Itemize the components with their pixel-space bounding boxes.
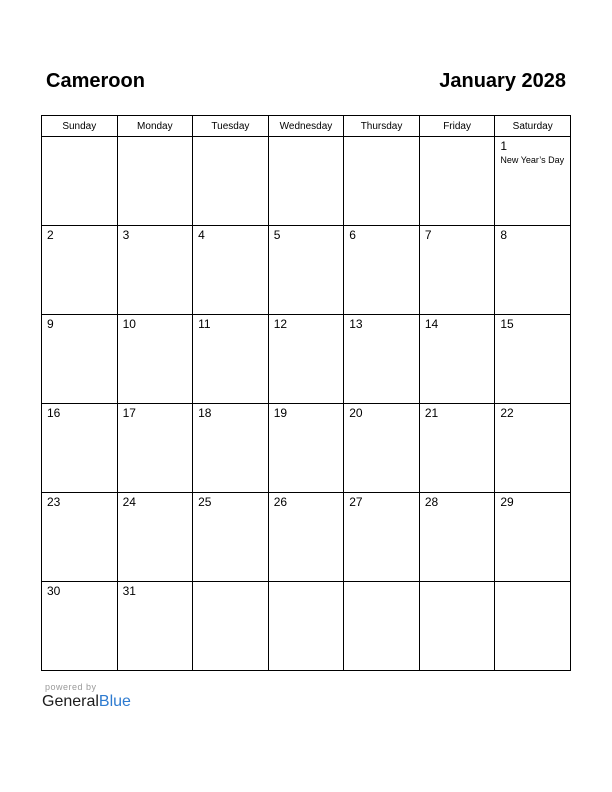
day-number: 10 bbox=[122, 317, 136, 331]
day-number: 1 bbox=[500, 139, 508, 153]
week-row bbox=[42, 582, 571, 671]
day-number: 24 bbox=[122, 495, 136, 509]
day-cell bbox=[344, 493, 420, 582]
day-cell bbox=[42, 404, 118, 493]
day-cell bbox=[344, 137, 420, 226]
day-cell bbox=[42, 582, 118, 671]
day-cell bbox=[117, 315, 193, 404]
day-cell bbox=[117, 137, 193, 226]
day-number: 2 bbox=[47, 228, 54, 242]
day-number bbox=[495, 582, 570, 585]
day-cell bbox=[495, 493, 571, 582]
day-cell bbox=[419, 493, 495, 582]
weekday-friday: Friday bbox=[419, 116, 495, 137]
day-cell bbox=[193, 404, 269, 493]
day-cell bbox=[42, 226, 118, 315]
holiday-label: New Year’s Day bbox=[500, 155, 565, 165]
day-number bbox=[269, 137, 344, 140]
country-title: Cameroon bbox=[46, 70, 145, 92]
day-number bbox=[269, 582, 344, 585]
day-number bbox=[193, 137, 268, 140]
day-number bbox=[42, 137, 117, 140]
day-cell bbox=[495, 404, 571, 493]
day-number: 18 bbox=[198, 406, 212, 420]
day-cell bbox=[268, 226, 344, 315]
powered-by-text: powered by bbox=[45, 682, 97, 692]
day-number: 22 bbox=[500, 406, 514, 420]
generalblue-logo bbox=[42, 693, 131, 711]
day-cell bbox=[419, 137, 495, 226]
brand-general: General bbox=[42, 693, 99, 710]
day-cell bbox=[117, 404, 193, 493]
day-cell bbox=[193, 226, 269, 315]
day-cell bbox=[419, 226, 495, 315]
day-cell bbox=[268, 137, 344, 226]
day-cell bbox=[193, 582, 269, 671]
day-cell bbox=[344, 404, 420, 493]
day-cell bbox=[268, 315, 344, 404]
day-number: 28 bbox=[424, 495, 439, 509]
day-cell bbox=[344, 315, 420, 404]
day-cell bbox=[495, 315, 571, 404]
day-number: 6 bbox=[349, 228, 356, 242]
weekday-thursday: Thursday bbox=[344, 116, 420, 137]
day-number: 9 bbox=[47, 317, 54, 331]
day-cell bbox=[419, 582, 495, 671]
day-number: 7 bbox=[424, 228, 432, 242]
day-number: 29 bbox=[500, 495, 514, 509]
day-number: 27 bbox=[349, 495, 363, 509]
week-row bbox=[42, 137, 571, 226]
brand-blue: Blue bbox=[98, 693, 131, 710]
day-number: 19 bbox=[273, 406, 288, 420]
footer-branding bbox=[42, 682, 131, 711]
day-cell bbox=[344, 226, 420, 315]
day-number: 14 bbox=[424, 317, 439, 331]
day-number: 13 bbox=[349, 317, 363, 331]
weekday-header-row bbox=[42, 116, 571, 137]
weekday-tuesday: Tuesday bbox=[193, 116, 269, 137]
weekday-wednesday: Wednesday bbox=[268, 116, 344, 137]
weekday-sunday: Sunday bbox=[42, 116, 118, 137]
weekday-saturday: Saturday bbox=[495, 116, 571, 137]
day-cell bbox=[268, 582, 344, 671]
day-number: 5 bbox=[273, 228, 281, 242]
day-cell bbox=[193, 493, 269, 582]
day-number: 4 bbox=[198, 228, 205, 242]
day-number bbox=[420, 582, 495, 585]
day-cell bbox=[42, 315, 118, 404]
week-row bbox=[42, 493, 571, 582]
day-number: 31 bbox=[122, 584, 136, 598]
week-row bbox=[42, 404, 571, 493]
day-cell bbox=[42, 493, 118, 582]
weekday-monday: Monday bbox=[117, 116, 193, 137]
day-number: 30 bbox=[47, 584, 61, 598]
day-number: 3 bbox=[122, 228, 130, 242]
day-number: 8 bbox=[500, 228, 508, 242]
day-cell bbox=[344, 582, 420, 671]
day-cell bbox=[495, 137, 571, 226]
day-cell bbox=[193, 137, 269, 226]
day-number: 17 bbox=[122, 406, 136, 420]
week-row bbox=[42, 315, 571, 404]
day-cell bbox=[117, 226, 193, 315]
week-row bbox=[42, 226, 571, 315]
calendar-grid bbox=[41, 115, 571, 671]
day-number: 23 bbox=[47, 495, 61, 509]
day-cell bbox=[117, 582, 193, 671]
day-number: 25 bbox=[198, 495, 212, 509]
day-cell bbox=[268, 493, 344, 582]
day-cell bbox=[268, 404, 344, 493]
day-number bbox=[118, 137, 193, 140]
day-cell bbox=[495, 226, 571, 315]
day-number: 15 bbox=[500, 317, 514, 331]
day-number bbox=[344, 137, 419, 140]
day-number bbox=[420, 137, 495, 140]
month-year-title: January 2028 bbox=[439, 70, 566, 92]
day-number: 16 bbox=[47, 406, 61, 420]
day-number: 26 bbox=[273, 495, 288, 509]
day-number bbox=[344, 582, 419, 585]
day-number: 11 bbox=[198, 317, 211, 331]
day-cell bbox=[419, 315, 495, 404]
day-cell bbox=[117, 493, 193, 582]
calendar-header bbox=[46, 70, 566, 100]
day-cell bbox=[193, 315, 269, 404]
day-cell bbox=[42, 137, 118, 226]
day-cell bbox=[495, 582, 571, 671]
day-number bbox=[193, 582, 268, 585]
day-cell bbox=[419, 404, 495, 493]
day-number: 20 bbox=[349, 406, 363, 420]
day-number: 12 bbox=[273, 317, 288, 331]
day-number: 21 bbox=[424, 406, 439, 420]
